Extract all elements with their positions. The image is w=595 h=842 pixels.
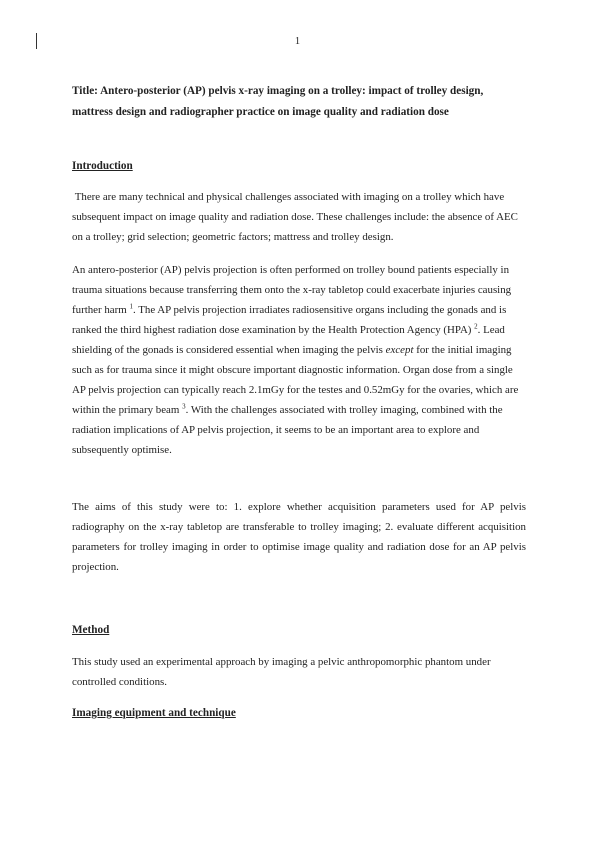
method-heading: Method	[72, 624, 110, 636]
paragraph-2-text-a: An antero-posterior (AP) pelvis projection is often performed on trolley bound patients especially in trauma situations because transferring them onto the x-ray tabletop could exacerbate injuries causing further harm	[72, 264, 512, 316]
introduction-paragraph-1: There are many technical and physical challenges associated with imaging on a trolley which have subsequent impact on image quality and radiation dose. These challenges include: the absence of AEC on a trolley; grid selection; geometric factors; mattress and trolley design.	[72, 191, 521, 243]
paragraph-2-text-e: . With the challenges associated with trolley imaging, combined with the radiation implications of AP pelvis projection, it seems to be an important area to explore and subsequently optimise.	[72, 404, 503, 456]
introduction-heading: Introduction	[72, 160, 133, 172]
reference-1: 1	[129, 302, 133, 311]
imaging-equipment-subheading: Imaging equipment and technique	[72, 707, 236, 719]
introduction-paragraph-3: The aims of this study were to: 1. explore whether acquisition parameters used for AP pelvis radiography on the x-ray tabletop are transferable to trolley imaging; 2. evaluate different acquisition parameters for trolley imaging in order to optimise image quality and radiation dose for an AP pelvis projection.	[72, 501, 526, 573]
page-number: 1	[294, 36, 301, 47]
paper-title: Title: Antero-posterior (AP) pelvis x-ray imaging on a trolley: impact of trolley design, mattress design and radiographer practice on image quality and radiation dose	[72, 85, 484, 118]
paragraph-2-text-b: . The AP pelvis projection irradiates radiosensitive organs including the gonads and is ranked the third highest radiation dose examination by the Health Protection Agency (HPA)	[72, 304, 507, 336]
emphasis-except: except	[385, 344, 414, 356]
introduction-paragraph-2	[72, 260, 526, 460]
method-paragraph-1: This study used an experimental approach by imaging a pelvic anthropomorphic phantom under controlled conditions.	[72, 656, 491, 688]
reference-3: 3	[182, 402, 186, 411]
reference-2: 2	[474, 322, 478, 331]
paragraph-2-text-d: for the initial imaging such as for trauma since it might obscure important diagnostic information. Organ dose from a single AP pelvis projection can typically reach 2.1mGy for the testes and 0.52mGy for the ovaries, which are within the primary beam	[72, 344, 519, 416]
paragraph-2-text-c: . Lead shielding of the gonads is considered essential when imaging the pelvis	[72, 324, 505, 356]
